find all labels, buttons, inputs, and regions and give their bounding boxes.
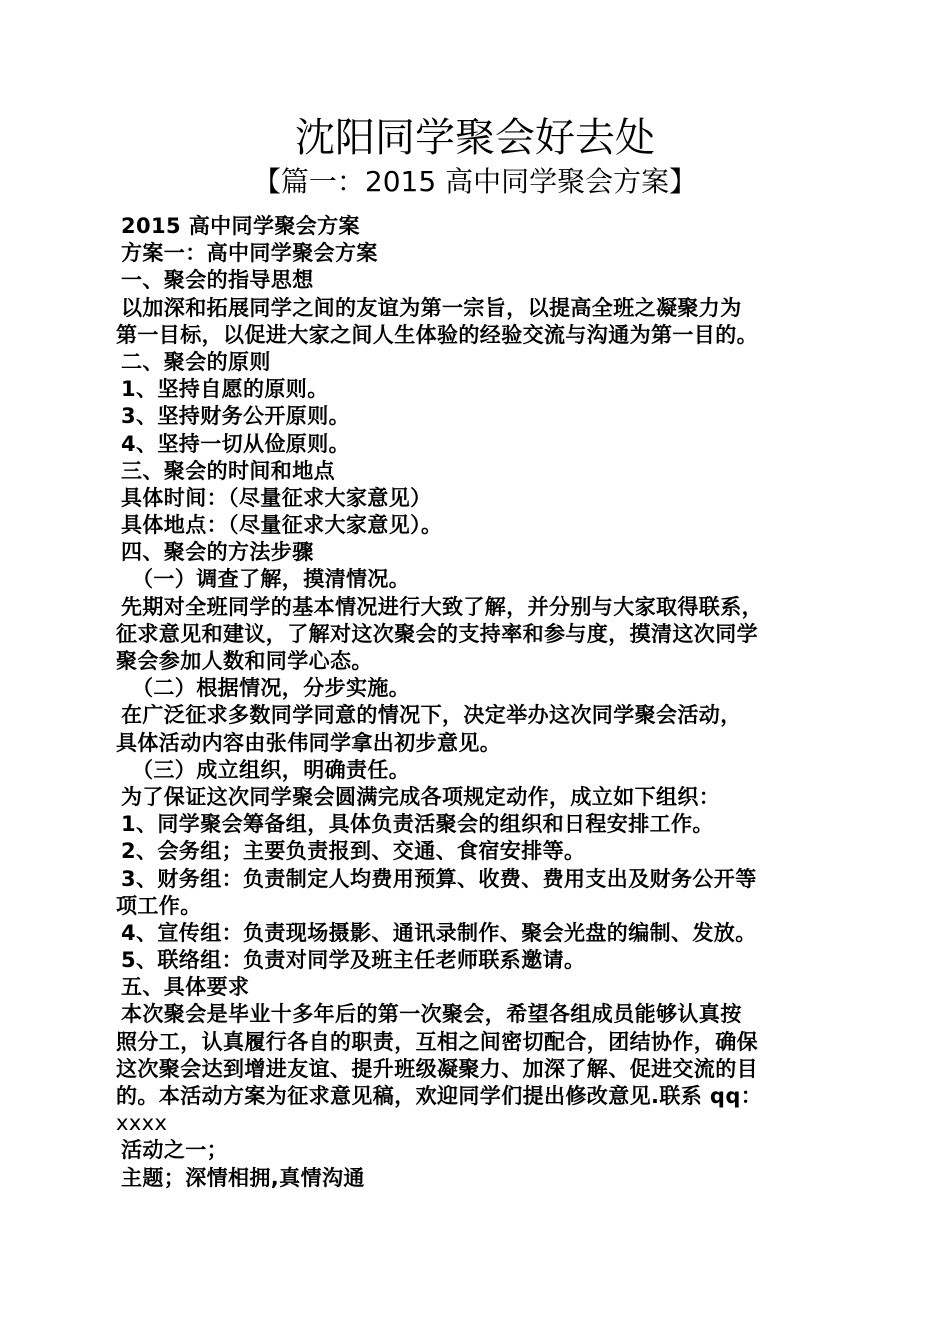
body-line: 4、坚持一切从俭原则。 [121,431,351,456]
body-line: 照分工，认真履行各自的职责，互相之间密切配合，团结协作，确保 [116,1029,758,1054]
body-line: 具体地点：（尽量征求大家意见）。 [121,513,443,538]
body-line: 项工作。 [116,893,202,918]
body-line: 4、宣传组：负责现场摄影、通讯录制作、聚会光盘的编制、发放。 [121,920,757,945]
body-line: （一）调查了解，摸清情况。 [132,567,411,592]
body-line: 具体活动内容由张伟同学拿出初步意见。 [116,730,502,755]
body-line: 活动之一； [121,1138,228,1163]
body-line: xxxx [116,1111,168,1136]
body-line: 一、聚会的指导思想 [121,268,314,293]
body-line: 第一目标，以促进大家之间人生体验的经验交流与沟通为第一目的。 [116,322,758,347]
body-line: 先期对全班同学的基本情况进行大致了解，并分别与大家取得联系， [121,594,763,619]
document-title: 沈阳同学聚会好去处 [295,115,655,161]
body-line: 为了保证这次同学聚会圆满完成各项规定动作，成立如下组织： [121,784,721,809]
body-line: 这次聚会达到增进友谊、提升班级凝聚力、加深了解、促进交流的目 [116,1056,758,1081]
body-line: （三）成立组织，明确责任。 [132,757,411,782]
document-body [116,213,836,1192]
body-line: 四、聚会的方法步骤 [121,540,314,565]
document-subtitle: 【篇一：2015 高中同学聚会方案】 [252,165,698,198]
body-line: 主题；深情相拥,真情沟通 [121,1165,365,1190]
body-line: 方案一：高中同学聚会方案 [121,241,378,266]
body-line: 二、聚会的原则 [121,349,271,374]
body-line: 在广泛征求多数同学同意的情况下，决定举办这次同学聚会活动， [121,703,742,728]
body-line: 3、财务组：负责制定人均费用预算、收费、费用支出及财务公开等 [121,866,757,891]
body-line: 五、具体要求 [121,975,250,1000]
body-line: 三、聚会的时间和地点 [121,458,335,483]
body-line: 本次聚会是毕业十多年后的第一次聚会，希望各组成员能够认真按 [121,1002,742,1027]
body-line: 以加深和拓展同学之间的友谊为第一宗旨，以提高全班之凝聚力为 [121,295,742,320]
body-line: 3、坚持财务公开原则。 [121,404,351,429]
body-line: 具体时间：（尽量征求大家意见） [121,485,432,510]
body-line: 的。本活动方案为征求意见稿，欢迎同学们提出修改意见.联系 qq： [116,1084,763,1108]
body-line: 聚会参加人数和同学心态。 [116,649,373,673]
body-line: （二）根据情况，分步实施。 [132,676,411,701]
body-line: 1、同学聚会筹备组，具体负责活聚会的组织和日程安排工作。 [121,812,714,837]
body-line: 2、会务组；主要负责报到、交通、食宿安排等。 [121,839,586,864]
body-line: 征求意见和建议，了解对这次聚会的支持率和参与度，摸清这次同学 [116,621,758,646]
body-line: 2015 高中同学聚会方案 [121,214,360,238]
body-line: 1、坚持自愿的原则。 [121,377,329,402]
body-line: 5、联络组：负责对同学及班主任老师联系邀请。 [121,948,586,973]
